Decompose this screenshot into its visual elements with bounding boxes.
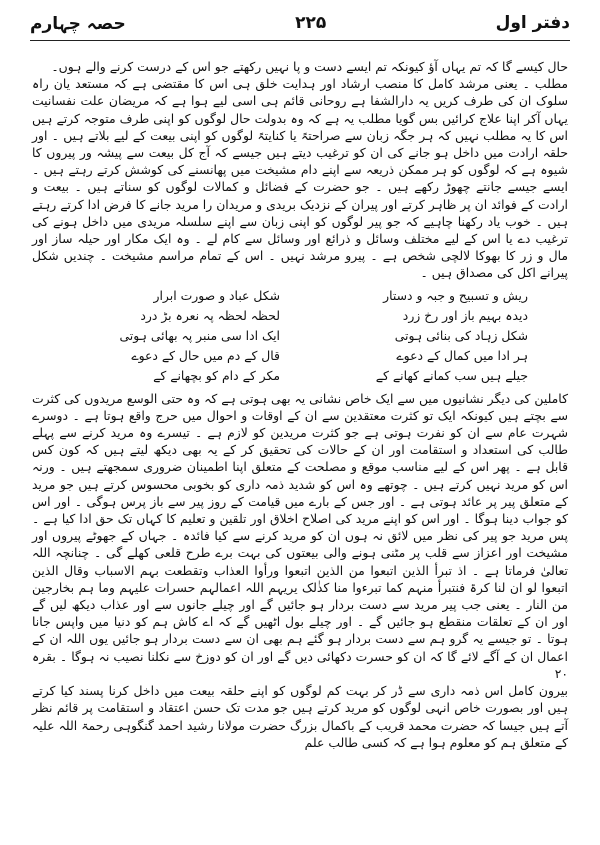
paragraph: بیرون کامل اس ذمہ داری سے ڈر کر بہت کم لوگوں کو اپنے حلقہ بیعت میں داخل کرنا پسند کیا کرتے ہیں اور بصورت خاص انہی لوگوں کو مرید کرتے ہیں جو مدت تک حسن اعتقاد و استقامت پر قائم نظر آتے ہیں جیسا کہ حضرت محمد قریب کے باکمال بزرگ حضرت مولانا رشید احمد گنگوہی رحمۃ اللہ علیہ کے متعلق ہم کو معلوم ہوا ہے کہ کسی طالب علم	[32, 683, 568, 750]
verse-line: ہر ادا میں کمال کے دعوے	[396, 347, 528, 363]
verse-line: ریش و تسبیح و جبہ و دستار	[383, 287, 528, 303]
page-number: ۲۲۵	[295, 13, 327, 33]
verse-line: جیلے ہیں سب کمانے کھانے کے	[375, 367, 528, 383]
verse-line: شکل عباد و صورت ابرار	[153, 287, 280, 303]
section-label: دفتر اول	[495, 13, 570, 33]
verse-line: لحظہ لحظہ پہ نعرہ بڑ درد	[140, 307, 280, 323]
header-rule	[30, 40, 570, 41]
part-label: حصہ چہارم	[30, 13, 126, 34]
verse-line: قال کے دم میں حال کے دعوے	[131, 347, 280, 363]
paragraph: مطلب ۔ یعنی مرشد کامل کا منصب ارشاد اور ہدایت خلق ہی اس کا مقتضی ہے کہ مستعد یان راہ سلوک ان کی طرف کریں یہ دارالشفا ہے روحانی قائم ہی اسی لیے ہوا ہے کہ مریضان علت نفسانیت یہاں آکر اپنا علاج کرائیں بس گویا مطلب یہ ہے کہ وہ بدولت حال لوگوں کو اپنی طرف متوجہ کرتے ہیں اس کا یہ مطلب نہیں کہ ہر جگہ زبان سے صراحتہً یا کنایتہً لوگوں کو اپنی بیعت کے لیے بلاتے ہیں ۔ اور حلقہ ارادت میں داخل ہو جانے کی ان کو ترغیب دیتے ہیں جیسے کہ آج کل بیعت سے پیشہ ور پیروں کا شیوہ ہے کہ لوگوں کو ہر ممکن ذریعہ سے اپنے دام مشیخت میں پھانسنے کی کوشش کرتے رہتے ہیں ۔ ایسے جیسے جانتے چھوڑ رکھے ہیں ۔ جو حضرت کے فضائل و کمالات لوگوں کو سناتے ہیں ۔ بیعت و ارادت کے فوائد ان پر ظاہر کرتے اور پیران کے نزدیک بریدی و مریدان را مرید جانے کا فرض ادا کرتے رہتے ہیں ۔ خوب یاد رکھنا چاہیے کہ جو پیر لوگوں کو اپنی زبان سے اپنے سلسلہ مریدی میں داخل ہونے کی ترغیب دے یا اس کے لیے مختلف وسائل و ذرائع اور وسائل سے کام لے ۔ وہ ایک مکار اور حیلہ ساز اور مال و زر کا بھوکا لالچی شخص ہے ۔ پیرو مرشد نہیں ۔ اس کے تمام مراسم مشیخت ۔ چندیں شکل پیرانے اکل کی مصداق ہیں ۔	[32, 76, 568, 281]
verse-line: ایک ادا سی منبر پہ بھائی ہوتی	[119, 327, 280, 343]
paragraph: کاملین کی دیگر نشانیوں میں سے ایک خاص نشانی یہ بھی ہوتی ہے کہ وہ حتی الوسع مریدوں کی کثرت سے بچتے ہیں کیونکہ ایک تو کثرت معتقدین سے ان کے اوقات و احوال میں حرج واقع ہوتا ہے ۔ دوسرے شہرت عام سے ان کو نفرت ہوتی ہے جو کثرت مریدین کو لازم ہے ۔ تیسرے وہ مرید کرنے سے پہلے طالب کی استعداد و استقامت اور ان کے حالات کی تحقیق کر کے یہ بھی دیکھ لیتے ہیں کہ کون کس قابل ہے ۔ پھر اس کے لیے مناسب موقع و مصلحت کے متعلق اپنا اطمینان ضروری سمجھتے ہیں ۔ ورنہ اس کو مرید نہیں کرتے ہیں ۔ چوتھے وہ اس کو شدید ذمہ داری کو بخوبی محسوس کرتے ہیں جو مرید کے متعلق پیر پر عائد ہوتی ہے ۔ اور جس کے بارے میں قیامت کے روز پیر سے باز پرس ہوگی ۔ اور اس کو جواب دینا ہوگا ۔ اور اس کو اپنے مرید کی اصلاح اخلاق اور تلقین و تعلیم کا کہاں تک حق ادا کیا ہے ۔ پس مرید جو پیر کی نظر میں لائق نہ ہوں ان کو مرید کرنے سے کیا فائدہ ۔ جہاں کے جھوٹے پیروں اور مشیخت اور اعزاز سے قلب پر مٹنی ہونے والی بیعتوں کی بہت برے طرح قلعی کھلے گی ۔ چنانچہ اللہ تعالیٰ فرماتا ہے ۔ اذ تبرأ الذین اتبعوا من الذین اتبعوا ورأوا العذاب وتقطعت بہم الاسباب وقال الذین اتبعوا لو ان لنا کرۃ فنتبرأ منہم کما تبرءوا منا کذٰلک یریہم اللہ اعمالہم حسرات علیہم وما ہم بخارجین من النار ۔ یعنی جب پیر مرید سے دست بردار ہو جائیں گے اور چیلے جانوں سے اور عذاب دیکھ لیں گے اور ان کے تعلقات منقطع ہو جائیں گے ۔ اور چیلے بول اٹھیں گے کہ اے کاش ہم کو دنیا میں واپس جانا ہوتا ۔ تو جیسے یہ گرو ہم سے دست بردار ہو گئے ہم بھی ان سے دست بردار ہو جائیں یوں اللہ ان کے اعمال ان کے آگے لائے گا کہ ان کو حسرت دکھائی دیں گے اور ان کو دوزخ سے نکلنا نصیب نہ ہوگا ۔ بقرہ ۲۰	[32, 390, 568, 681]
page-header	[30, 8, 570, 38]
verse-block	[72, 286, 528, 386]
verse-line: دیدہ بہیم باز اور رخ زرد	[402, 307, 528, 323]
body-text	[32, 58, 568, 751]
verse-line: مکر کے دام کو بچھانے کے	[153, 367, 280, 383]
paragraph: حال کیسے گا کہ تم یہاں آؤ کیونکہ تم ایسے دست و پا نہیں رکھتے جو اس کے درست کرنے والے ہوں۔	[51, 59, 568, 74]
verse-line: شکل زہاد کی بنائی ہوتی	[394, 327, 528, 343]
